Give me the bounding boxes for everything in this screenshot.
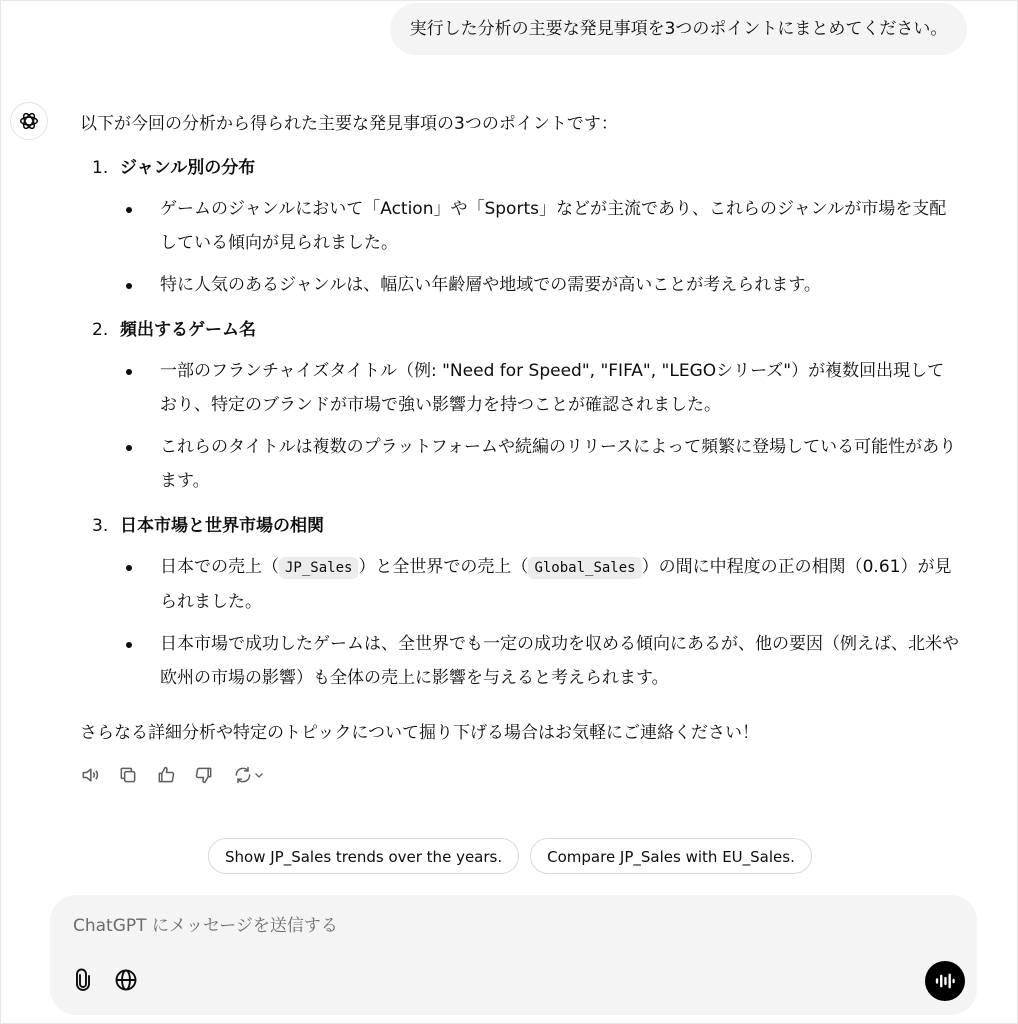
chevron-down-icon[interactable] xyxy=(253,769,265,781)
list-item: 日本での売上（ JP_Sales ）と全世界での売上（ Global_Sales ）の間に中程度の正の相関（0.61）が見られました。 xyxy=(80,550,960,619)
section-title xyxy=(80,152,960,184)
list-item: 一部のフランチャイズタイトル（例: "Need for Speed", "FIFA", "LEGOシリーズ"）が複数回出現しており、特定のブランドが市場で強い影響力を持つことが確認されました。 xyxy=(80,354,960,422)
list-item: 日本市場で成功したゲームは、全世界でも一定の成功を収める傾向にあるが、他の要因（例えば、北米や欧州の市場の影響）も全体の売上に影響を与えると考えられます。 xyxy=(80,627,960,695)
suggestion-chips xyxy=(208,838,812,874)
list-item: ゲームのジャンルにおいて「Action」や「Sports」などが主流であり、これらのジャンルが市場を支配している傾向が見られました。 xyxy=(80,192,960,260)
copy-icon[interactable] xyxy=(116,763,140,787)
bullet-dot xyxy=(126,207,132,213)
assistant-message xyxy=(80,108,960,766)
inline-code: Global_Sales xyxy=(528,557,641,579)
bullet-dot xyxy=(126,369,132,375)
bullet-dot xyxy=(126,565,132,571)
bullet-dot xyxy=(126,642,132,648)
message-composer[interactable] xyxy=(50,895,977,1015)
user-message: 実行した分析の主要な発見事項を3つのポイントにまとめてください。 xyxy=(390,3,967,55)
regenerate-icon[interactable] xyxy=(230,763,268,787)
globe-icon[interactable] xyxy=(113,967,139,993)
inline-code: JP_Sales xyxy=(279,557,358,579)
list-item: 特に人気のあるジャンルは、幅広い年齢層や地域での需要が高いことが考えられます。 xyxy=(80,268,960,302)
bullet-dot xyxy=(126,283,132,289)
chatgpt-logo-icon xyxy=(10,102,48,140)
assistant-closing: さらなる詳細分析や特定のトピックについて掘り下げる場合はお気軽にご連絡ください！ xyxy=(80,723,759,743)
section-title-text: 頻出するゲーム名 xyxy=(120,320,256,340)
suggestion-chip[interactable]: Show JP_Sales trends over the years. xyxy=(208,838,519,874)
section-title xyxy=(80,314,960,346)
message-input[interactable]: ChatGPT にメッセージを送信する xyxy=(73,916,338,936)
assistant-intro: 以下が今回の分析から得られた主要な発見事項の3つのポイントです： xyxy=(80,114,618,134)
message-actions xyxy=(78,763,268,787)
section-title-text: 日本市場と世界市場の相関 xyxy=(120,516,324,536)
bullet-dot xyxy=(126,445,132,451)
section-title xyxy=(80,510,960,542)
speaker-icon[interactable] xyxy=(78,763,102,787)
section-number: 2. xyxy=(92,320,109,340)
paperclip-icon[interactable] xyxy=(70,967,96,993)
thumbs-down-icon[interactable] xyxy=(192,763,216,787)
voice-mode-button[interactable] xyxy=(925,961,965,1001)
section-number: 3. xyxy=(92,516,109,536)
list-item: これらのタイトルは複数のプラットフォームや続編のリリースによって頻繁に登場している可能性があります。 xyxy=(80,430,960,498)
section-title-text: ジャンル別の分布 xyxy=(120,158,256,178)
thumbs-up-icon[interactable] xyxy=(154,763,178,787)
waveform-icon xyxy=(934,970,956,992)
suggestion-chip[interactable]: Compare JP_Sales with EU_Sales. xyxy=(530,838,812,874)
section-number: 1. xyxy=(92,158,109,178)
